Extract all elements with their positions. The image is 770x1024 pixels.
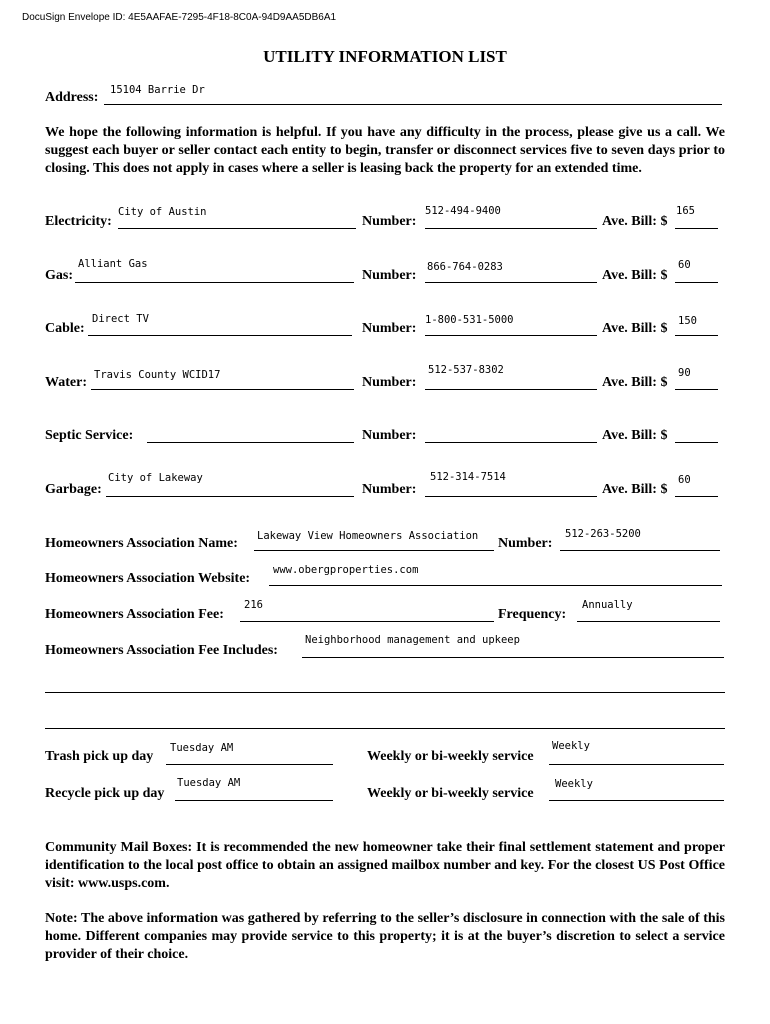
garbage-provider-line[interactable]	[106, 496, 354, 497]
address-line[interactable]	[104, 104, 722, 105]
garbage-number-label: Number:	[362, 482, 417, 497]
envelope-id: DocuSign Envelope ID: 4E5AAFAE-7295-4F18-8C0A-94D9AA5DB6A1	[22, 12, 337, 23]
hoa-name-line[interactable]	[254, 550, 494, 551]
garbage-number: 512-314-7514	[430, 471, 506, 483]
septic-label: Septic Service:	[45, 428, 134, 443]
septic-bill-label: Ave. Bill: $	[602, 428, 668, 443]
hoa-fee-label: Homeowners Association Fee:	[45, 607, 224, 622]
gas-number: 866-764-0283	[427, 261, 503, 273]
trash-day-line[interactable]	[166, 764, 333, 765]
hoa-number-line[interactable]	[560, 550, 720, 551]
electricity-bill-line[interactable]	[675, 228, 718, 229]
final-note: Note: The above information was gathered by referring to the seller’s disclosure in connection with the sale of this home. Different companies may provide service to this property; it is at the buyer’s discretion to select a service provider of their choice.	[45, 911, 725, 963]
garbage-bill-line[interactable]	[675, 496, 718, 497]
page-title: UTILITY INFORMATION LIST	[263, 47, 507, 66]
cable-provider: Direct TV	[92, 313, 149, 325]
hoa-fee: 216	[244, 599, 263, 611]
electricity-number: 512-494-9400	[425, 205, 501, 217]
blank-line-1[interactable]	[45, 692, 725, 693]
trash-freq-label: Weekly or bi-weekly service	[367, 749, 534, 764]
electricity-provider-line[interactable]	[118, 228, 356, 229]
cable-bill: 150	[678, 315, 697, 327]
cable-number-line[interactable]	[425, 335, 597, 336]
water-bill-line[interactable]	[675, 389, 718, 390]
recycle-freq-line[interactable]	[549, 800, 724, 801]
gas-label: Gas:	[45, 268, 73, 283]
garbage-label: Garbage:	[45, 482, 102, 497]
electricity-label: Electricity:	[45, 214, 112, 229]
recycle-label: Recycle pick up day	[45, 786, 165, 801]
garbage-number-line[interactable]	[425, 496, 597, 497]
blank-line-2[interactable]	[45, 728, 725, 729]
cable-bill-line[interactable]	[675, 335, 718, 336]
water-provider: Travis County WCID17	[94, 369, 221, 381]
septic-bill-line[interactable]	[675, 442, 718, 443]
gas-bill: 60	[678, 259, 691, 271]
hoa-includes-label: Homeowners Association Fee Includes:	[45, 643, 278, 658]
address-value: 15104 Barrie Dr	[110, 84, 205, 96]
electricity-bill-label: Ave. Bill: $	[602, 214, 668, 229]
garbage-bill-label: Ave. Bill: $	[602, 482, 668, 497]
hoa-frequency-line[interactable]	[577, 621, 720, 622]
cable-bill-label: Ave. Bill: $	[602, 321, 668, 336]
gas-provider-line[interactable]	[75, 282, 354, 283]
cable-number: 1-800-531-5000	[425, 314, 514, 326]
garbage-bill: 60	[678, 474, 691, 486]
recycle-freq-label: Weekly or bi-weekly service	[367, 786, 534, 801]
water-number-line[interactable]	[425, 389, 597, 390]
gas-bill-label: Ave. Bill: $	[602, 268, 668, 283]
mailbox-note: Community Mail Boxes: It is recommended the new homeowner take their final settlement statement and proper identification to the local post office to obtain an assigned mailbox number and key. For the closest US Post Office visit: www.usps.com.	[45, 840, 725, 892]
trash-freq-line[interactable]	[549, 764, 724, 765]
hoa-name: Lakeway View Homeowners Association	[257, 530, 479, 542]
trash-label: Trash pick up day	[45, 749, 154, 764]
hoa-frequency-label: Frequency:	[498, 607, 567, 622]
gas-number-label: Number:	[362, 268, 417, 283]
hoa-website-line[interactable]	[269, 585, 722, 586]
hoa-number: 512-263-5200	[565, 528, 641, 540]
electricity-provider: City of Austin	[118, 206, 207, 218]
hoa-name-label: Homeowners Association Name:	[45, 536, 238, 551]
gas-number-line[interactable]	[425, 282, 597, 283]
water-provider-line[interactable]	[91, 389, 354, 390]
hoa-number-label: Number:	[498, 536, 553, 551]
recycle-freq: Weekly	[555, 778, 593, 790]
trash-day: Tuesday AM	[170, 742, 234, 754]
hoa-fee-line[interactable]	[240, 621, 494, 622]
electricity-number-line[interactable]	[425, 228, 597, 229]
hoa-frequency: Annually	[582, 599, 633, 611]
water-label: Water:	[45, 375, 87, 390]
cable-provider-line[interactable]	[88, 335, 352, 336]
septic-number-line[interactable]	[425, 442, 597, 443]
water-bill-label: Ave. Bill: $	[602, 375, 668, 390]
septic-provider-line[interactable]	[147, 442, 354, 443]
hoa-website-label: Homeowners Association Website:	[45, 571, 251, 586]
garbage-provider: City of Lakeway	[108, 472, 203, 484]
water-number-label: Number:	[362, 375, 417, 390]
septic-number-label: Number:	[362, 428, 417, 443]
water-number: 512-537-8302	[428, 364, 504, 376]
cable-label: Cable:	[45, 321, 85, 336]
trash-freq: Weekly	[552, 740, 590, 752]
water-bill: 90	[678, 367, 691, 379]
hoa-website: www.obergproperties.com	[273, 564, 419, 576]
recycle-day: Tuesday AM	[177, 777, 241, 789]
hoa-includes: Neighborhood management and upkeep	[305, 634, 520, 646]
recycle-day-line[interactable]	[175, 800, 333, 801]
cable-number-label: Number:	[362, 321, 417, 336]
hoa-includes-line[interactable]	[302, 657, 724, 658]
electricity-bill: 165	[676, 205, 695, 217]
electricity-number-label: Number:	[362, 214, 417, 229]
address-label: Address:	[45, 90, 99, 105]
intro-paragraph: We hope the following information is helpful. If you have any difficulty in the process, please give us a call. We suggest each buyer or seller contact each entity to begin, transfer or disconnect services five to seven days prior to closing. This does not apply in cases where a seller is leasing back the property for an extended time.	[45, 125, 725, 177]
gas-provider: Alliant Gas	[78, 258, 148, 270]
gas-bill-line[interactable]	[675, 282, 718, 283]
